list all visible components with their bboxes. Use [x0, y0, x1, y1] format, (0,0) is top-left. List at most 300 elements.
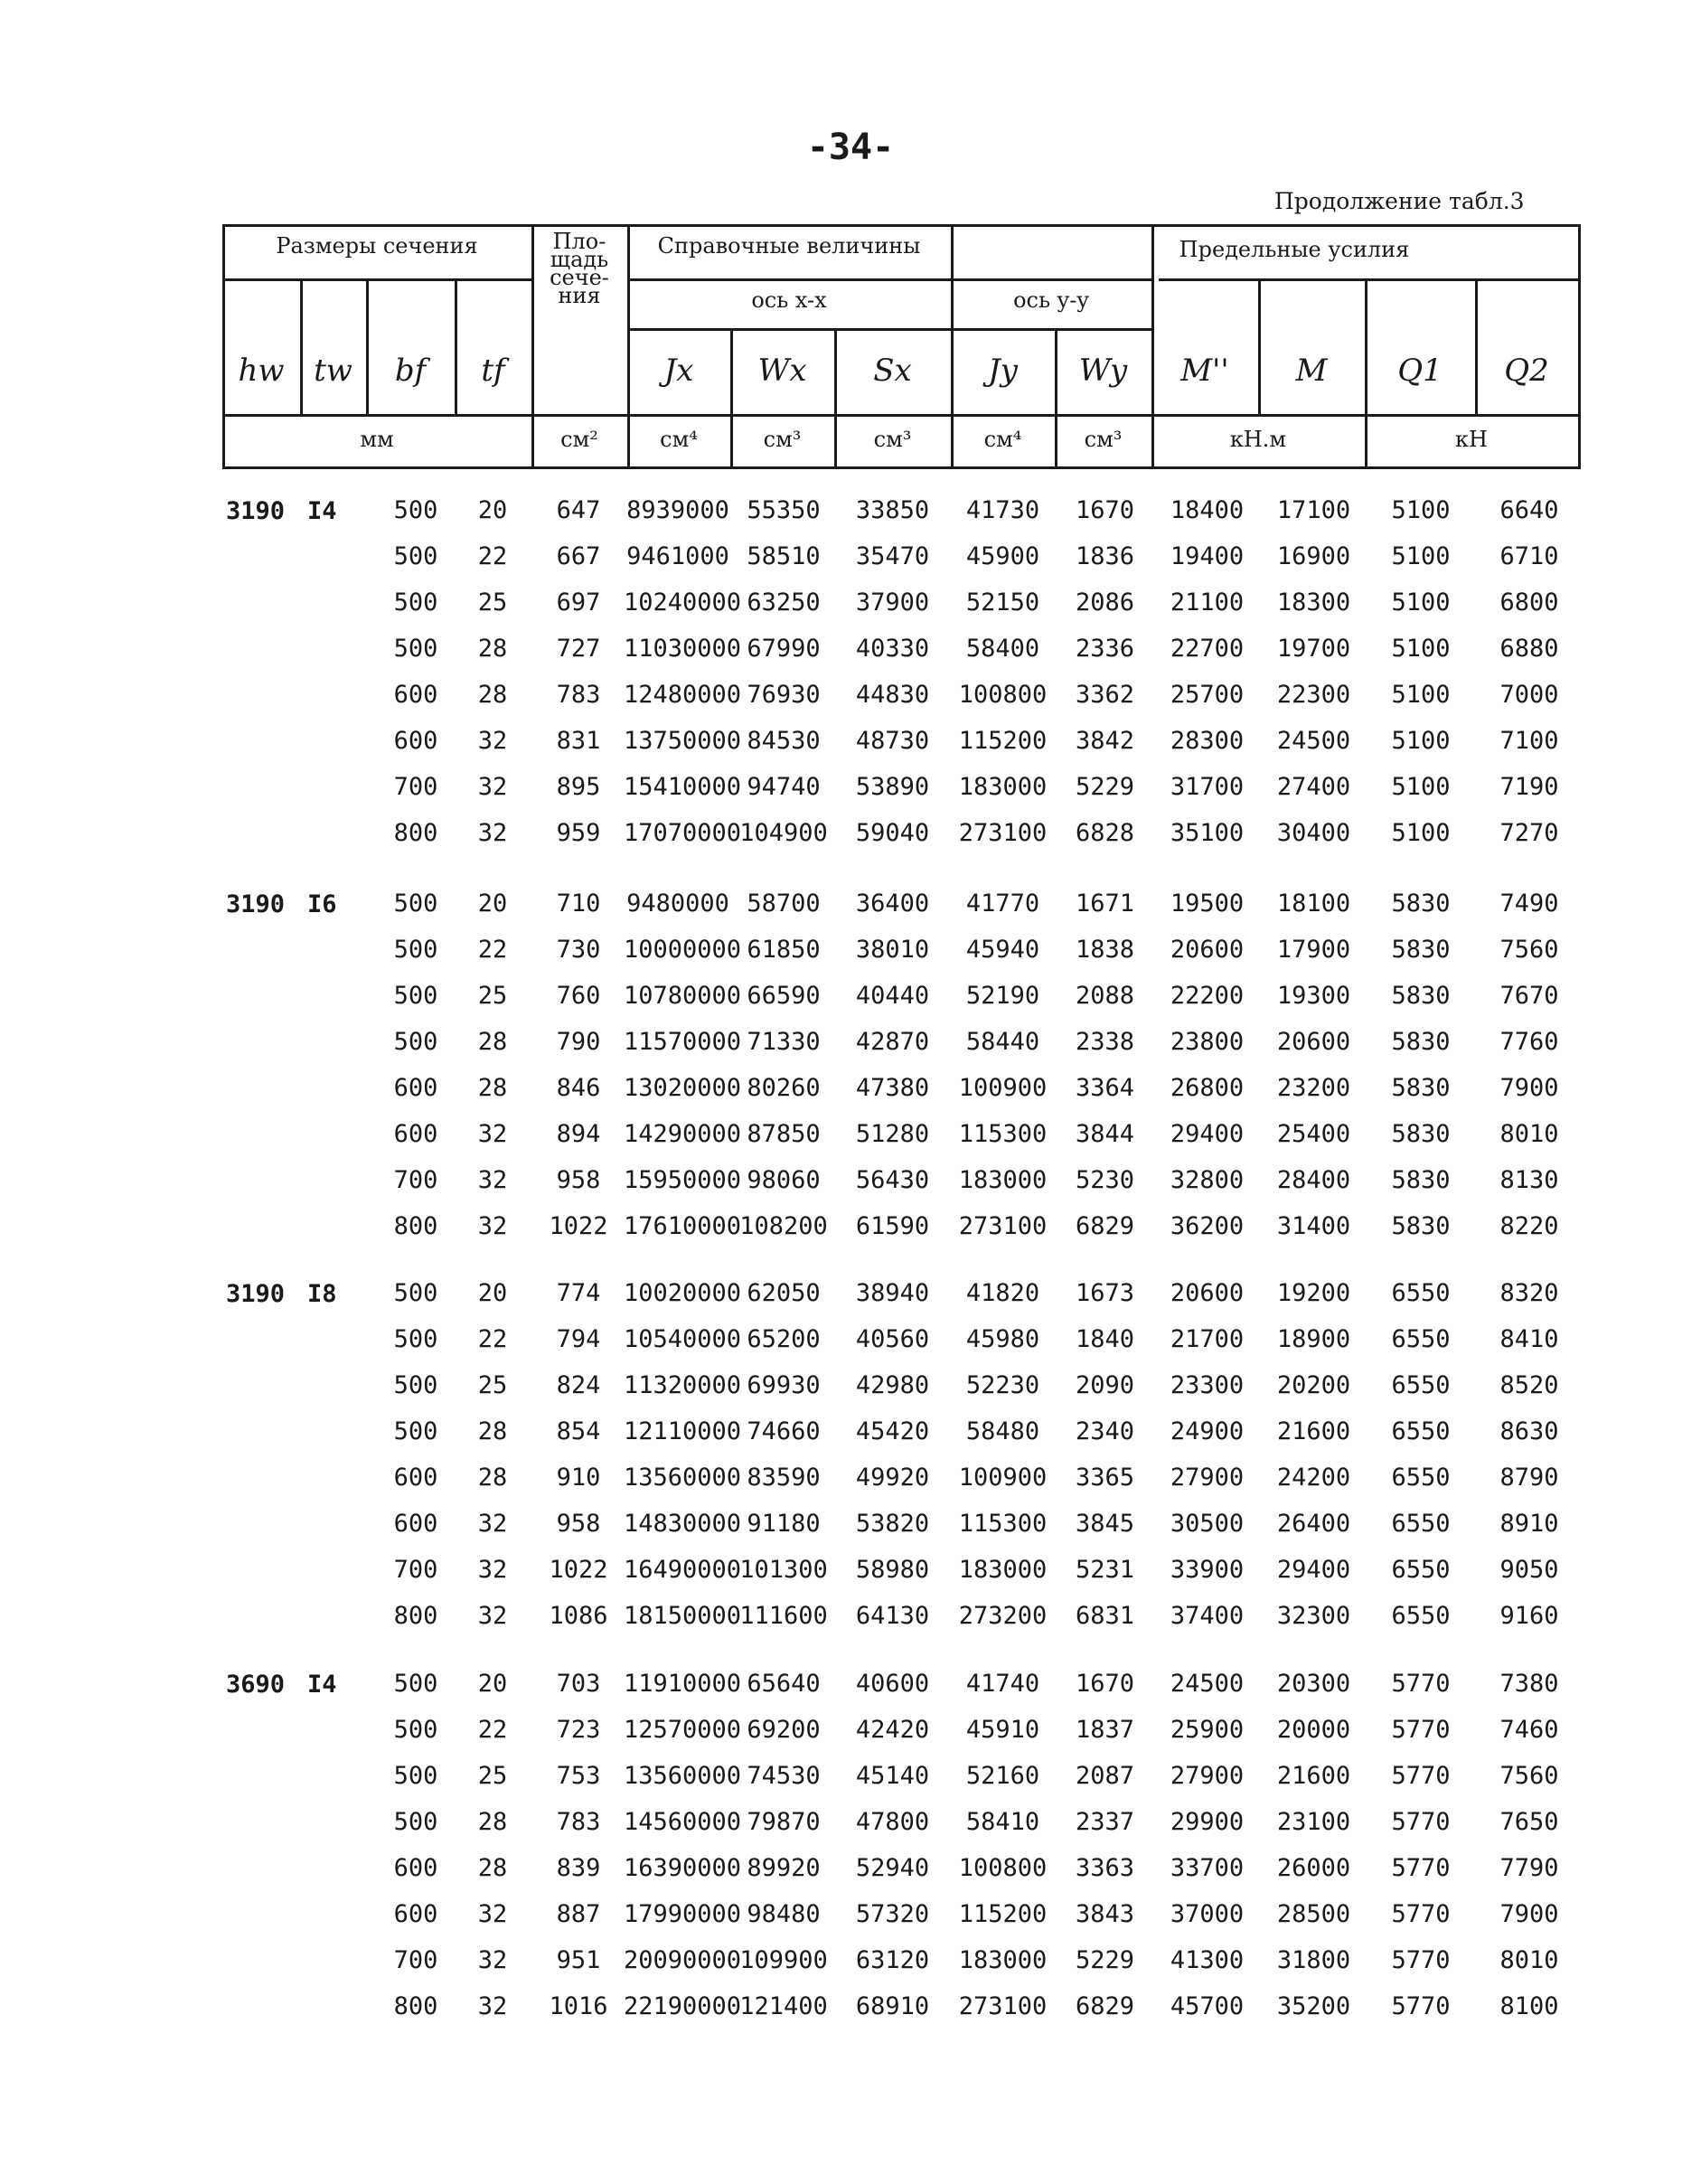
cell-tf: 32: [477, 1900, 508, 1928]
header-rule: [366, 278, 369, 414]
continuation-label: Продолжение табл.3: [1274, 188, 1525, 214]
cell-wy: 1838: [1075, 936, 1135, 964]
cell-jx: 10000000: [624, 936, 742, 964]
cell-q2: 9050: [1499, 1556, 1559, 1584]
cell-jy: 115200: [958, 1900, 1048, 1928]
cell-wx: 65640: [747, 1670, 821, 1698]
group-tw: I8: [307, 1280, 337, 1308]
cell-sx: 38940: [855, 1279, 930, 1307]
table-row: [0, 974, 1701, 1019]
cell-jx: 8939000: [626, 496, 729, 524]
cell-wx: 87850: [747, 1120, 821, 1148]
cell-wx: 69200: [747, 1716, 821, 1744]
cell-m-limit2: 29400: [1170, 1120, 1245, 1148]
cell-bf: 500: [393, 542, 438, 570]
cell-q2: 7760: [1499, 1028, 1559, 1056]
cell-q2: 8220: [1499, 1212, 1559, 1240]
cell-q2: 7900: [1499, 1900, 1559, 1928]
cell-tf: 32: [477, 1166, 508, 1194]
cell-jx: 9480000: [626, 890, 729, 918]
cell-m-limit: 20300: [1276, 1670, 1351, 1698]
cell-jx: 15950000: [624, 1166, 742, 1194]
cell-q2: 7190: [1499, 773, 1559, 801]
cell-m-limit: 28400: [1276, 1166, 1351, 1194]
cell-jy: 41820: [965, 1279, 1040, 1307]
table-row: [0, 1502, 1701, 1547]
symbol-q2: Q2: [1504, 353, 1549, 389]
cell-jy: 100800: [958, 681, 1048, 709]
cell-area: 760: [556, 982, 601, 1010]
cell-sx: 53820: [855, 1510, 930, 1538]
area-label-3: сече-: [550, 265, 609, 290]
cell-m-limit2: 22200: [1170, 982, 1245, 1010]
cell-m-limit: 17900: [1276, 936, 1351, 964]
cell-area: 647: [556, 496, 601, 524]
cell-wy: 3844: [1075, 1120, 1135, 1148]
cell-area: 794: [556, 1325, 601, 1353]
cell-jy: 183000: [958, 1556, 1048, 1584]
row-group: [0, 1271, 1701, 1640]
cell-wx: 109900: [739, 1946, 828, 1974]
cell-tf: 32: [477, 727, 508, 755]
cell-sx: 42420: [855, 1716, 930, 1744]
cell-jy: 58410: [965, 1808, 1040, 1836]
cell-jx: 18150000: [624, 1602, 742, 1630]
cell-jx: 14290000: [624, 1120, 742, 1148]
cell-tf: 32: [477, 1946, 508, 1974]
header-rule: [627, 328, 1151, 331]
table-row: [0, 1708, 1701, 1753]
cell-q1: 6550: [1391, 1325, 1451, 1353]
axis-x-label: ось x-x: [751, 287, 827, 313]
cell-jy: 52230: [965, 1371, 1040, 1399]
cell-q1: 6550: [1391, 1602, 1451, 1630]
cell-wy: 6831: [1075, 1602, 1135, 1630]
cell-m-limit: 31400: [1276, 1212, 1351, 1240]
cell-area: 1022: [549, 1212, 608, 1240]
cell-q2: 7490: [1499, 890, 1559, 918]
cell-m-limit: 30400: [1276, 819, 1351, 847]
cell-wy: 2337: [1075, 1808, 1135, 1836]
cell-area: 1022: [549, 1556, 608, 1584]
cell-q1: 6550: [1391, 1371, 1451, 1399]
cell-m-limit: 20200: [1276, 1371, 1351, 1399]
cell-m-limit2: 41300: [1170, 1946, 1245, 1974]
group-tw: I6: [307, 890, 337, 918]
cell-tf: 20: [477, 890, 508, 918]
cell-jy: 52190: [965, 982, 1040, 1010]
cell-m-limit2: 31700: [1170, 773, 1245, 801]
cell-q2: 8410: [1499, 1325, 1559, 1353]
cell-tf: 25: [477, 588, 508, 617]
cell-m-limit2: 20600: [1170, 936, 1245, 964]
group-hw: 3190: [226, 497, 286, 525]
table-row: [0, 1754, 1701, 1799]
cell-sx: 45140: [855, 1762, 930, 1790]
cell-bf: 600: [393, 1120, 438, 1148]
table-row: [0, 626, 1701, 672]
cell-q2: 8100: [1499, 1992, 1559, 2020]
cell-jy: 45940: [965, 936, 1040, 964]
cell-wx: 104900: [739, 819, 828, 847]
cell-area: 824: [556, 1371, 601, 1399]
cell-jx: 14560000: [624, 1808, 742, 1836]
cell-m-limit2: 33900: [1170, 1556, 1245, 1584]
cell-m-limit2: 37400: [1170, 1602, 1245, 1630]
cell-q1: 5100: [1391, 681, 1451, 709]
cell-area: 854: [556, 1417, 601, 1445]
table-row: [0, 927, 1701, 973]
cell-m-limit2: 27900: [1170, 1762, 1245, 1790]
cell-bf: 600: [393, 727, 438, 755]
cell-wx: 83590: [747, 1464, 821, 1492]
reference-values-label: Справочные величины: [657, 233, 921, 259]
cell-jx: 13560000: [624, 1762, 742, 1790]
cell-area: 910: [556, 1464, 601, 1492]
cell-wx: 65200: [747, 1325, 821, 1353]
unit-sx: см³: [873, 427, 912, 452]
cell-bf: 800: [393, 1212, 438, 1240]
cell-wx: 76930: [747, 681, 821, 709]
cell-sx: 51280: [855, 1120, 930, 1148]
cell-tf: 22: [477, 542, 508, 570]
cell-m-limit: 26000: [1276, 1854, 1351, 1882]
area-label-1: Пло-: [552, 229, 606, 254]
cell-sx: 53890: [855, 773, 930, 801]
cell-m-limit: 18300: [1276, 588, 1351, 617]
cell-jx: 11570000: [624, 1028, 742, 1056]
cell-jy: 41730: [965, 496, 1040, 524]
cell-sx: 64130: [855, 1602, 930, 1630]
group-hw: 3190: [226, 1280, 286, 1308]
cell-bf: 800: [393, 819, 438, 847]
header-rule: [1475, 278, 1478, 414]
cell-q2: 7560: [1499, 936, 1559, 964]
cell-wy: 5229: [1075, 773, 1135, 801]
cell-m-limit: 19200: [1276, 1279, 1351, 1307]
symbol-jx: Jx: [663, 353, 694, 389]
cell-sx: 58980: [855, 1556, 930, 1584]
cell-jx: 15410000: [624, 773, 742, 801]
unit-force: кН: [1455, 427, 1488, 452]
cell-tf: 20: [477, 1279, 508, 1307]
cell-bf: 700: [393, 1166, 438, 1194]
cell-area: 783: [556, 681, 601, 709]
cell-q1: 5830: [1391, 936, 1451, 964]
cell-area: 895: [556, 773, 601, 801]
cell-q1: 5770: [1391, 1670, 1451, 1698]
cell-tf: 32: [477, 773, 508, 801]
cell-q1: 6550: [1391, 1417, 1451, 1445]
cell-wx: 74530: [747, 1762, 821, 1790]
table-row: [0, 1800, 1701, 1845]
cell-wx: 69930: [747, 1371, 821, 1399]
cell-sx: 37900: [855, 588, 930, 617]
cell-m-limit: 20000: [1276, 1716, 1351, 1744]
cell-area: 887: [556, 1900, 601, 1928]
cell-bf: 500: [393, 1371, 438, 1399]
cell-m-limit2: 20600: [1170, 1279, 1245, 1307]
cell-jx: 10240000: [624, 588, 742, 617]
cell-wy: 3364: [1075, 1074, 1135, 1102]
group-hw: 3190: [226, 890, 286, 918]
cell-jx: 16390000: [624, 1854, 742, 1882]
cell-wx: 89920: [747, 1854, 821, 1882]
cell-m-limit: 23100: [1276, 1808, 1351, 1836]
axis-y-label: ось y-y: [1013, 287, 1089, 313]
cell-m-limit2: 30500: [1170, 1510, 1245, 1538]
cell-wy: 5230: [1075, 1166, 1135, 1194]
cell-jy: 115300: [958, 1120, 1048, 1148]
unit-jy: см⁴: [983, 427, 1022, 452]
cell-bf: 500: [393, 936, 438, 964]
cell-tf: 22: [477, 1716, 508, 1744]
symbol-bf: bf: [394, 353, 427, 389]
cell-bf: 500: [393, 1028, 438, 1056]
cell-q1: 5770: [1391, 1716, 1451, 1744]
cell-tf: 20: [477, 1670, 508, 1698]
cell-bf: 800: [393, 1992, 438, 2020]
symbol-m: M: [1295, 353, 1328, 389]
cell-jx: 13750000: [624, 727, 742, 755]
table-row: [0, 673, 1701, 718]
cell-area: 846: [556, 1074, 601, 1102]
cell-bf: 500: [393, 1325, 438, 1353]
cell-jy: 45900: [965, 542, 1040, 570]
cell-q1: 5830: [1391, 890, 1451, 918]
cell-q2: 7270: [1499, 819, 1559, 847]
cell-q1: 5100: [1391, 635, 1451, 663]
cell-m-limit: 16900: [1276, 542, 1351, 570]
cell-bf: 500: [393, 588, 438, 617]
cell-q1: 6550: [1391, 1556, 1451, 1584]
cell-q1: 5100: [1391, 727, 1451, 755]
cell-wx: 80260: [747, 1074, 821, 1102]
cell-wy: 1840: [1075, 1325, 1135, 1353]
cell-m-limit: 21600: [1276, 1762, 1351, 1790]
table-row: [0, 1548, 1701, 1593]
cell-m-limit2: 33700: [1170, 1854, 1245, 1882]
cell-area: 951: [556, 1946, 601, 1974]
cell-wy: 1673: [1075, 1279, 1135, 1307]
cell-bf: 500: [393, 496, 438, 524]
cell-m-limit: 23200: [1276, 1074, 1351, 1102]
cell-tf: 25: [477, 982, 508, 1010]
cell-wy: 1671: [1075, 890, 1135, 918]
cell-sx: 44830: [855, 681, 930, 709]
table-row: [0, 1020, 1701, 1065]
table-row: [0, 1984, 1701, 2029]
cell-wy: 2087: [1075, 1762, 1135, 1790]
cell-sx: 40440: [855, 982, 930, 1010]
header-rule: [222, 466, 1578, 469]
cell-sx: 47380: [855, 1074, 930, 1102]
cell-q1: 5100: [1391, 588, 1451, 617]
cell-wx: 66590: [747, 982, 821, 1010]
header-rule: [1258, 278, 1261, 414]
table-row: [0, 1158, 1701, 1203]
cell-tf: 25: [477, 1762, 508, 1790]
symbol-wy: Wy: [1078, 353, 1128, 389]
cell-jx: 11910000: [624, 1670, 742, 1698]
cell-jy: 45980: [965, 1325, 1040, 1353]
cell-area: 727: [556, 635, 601, 663]
cell-wx: 94740: [747, 773, 821, 801]
cell-m-limit: 17100: [1276, 496, 1351, 524]
page-number: -34-: [806, 127, 895, 168]
table-row: [0, 534, 1701, 579]
cell-bf: 500: [393, 1417, 438, 1445]
cell-tf: 28: [477, 1464, 508, 1492]
cell-jy: 58480: [965, 1417, 1040, 1445]
cell-m-limit2: 37000: [1170, 1900, 1245, 1928]
table-row: [0, 1455, 1701, 1501]
table-row: [0, 580, 1701, 626]
cell-bf: 500: [393, 1808, 438, 1836]
cell-sx: 40330: [855, 635, 930, 663]
table-row: [0, 488, 1701, 533]
row-group: [0, 1662, 1701, 2030]
header-rule: [300, 278, 303, 414]
group-tw: I4: [307, 497, 337, 525]
cell-jy: 115200: [958, 727, 1048, 755]
cell-bf: 500: [393, 635, 438, 663]
cell-area: 753: [556, 1762, 601, 1790]
cell-jy: 183000: [958, 1946, 1048, 1974]
cell-m-limit2: 19400: [1170, 542, 1245, 570]
cell-area: 730: [556, 936, 601, 964]
cell-jx: 12570000: [624, 1716, 742, 1744]
cell-jx: 13560000: [624, 1464, 742, 1492]
cell-sx: 59040: [855, 819, 930, 847]
cell-sx: 47800: [855, 1808, 930, 1836]
cell-area: 831: [556, 727, 601, 755]
cell-wx: 74660: [747, 1417, 821, 1445]
cell-jx: 12480000: [624, 681, 742, 709]
cell-jy: 52160: [965, 1762, 1040, 1790]
cell-q1: 6550: [1391, 1279, 1451, 1307]
cell-q1: 5830: [1391, 1074, 1451, 1102]
cell-q1: 5830: [1391, 982, 1451, 1010]
cell-bf: 500: [393, 982, 438, 1010]
cell-jy: 273200: [958, 1602, 1048, 1630]
table-row: [0, 1409, 1701, 1454]
cell-wy: 1836: [1075, 542, 1135, 570]
cell-tf: 28: [477, 681, 508, 709]
cell-m-limit2: 23800: [1170, 1028, 1245, 1056]
area-label-4: ния: [558, 283, 601, 308]
cell-jy: 183000: [958, 1166, 1048, 1194]
cell-wy: 2336: [1075, 635, 1135, 663]
cell-m-limit2: 25700: [1170, 681, 1245, 709]
table-header: [0, 0, 1701, 506]
cell-jy: 273100: [958, 1212, 1048, 1240]
cell-area: 710: [556, 890, 601, 918]
cell-q1: 5770: [1391, 1946, 1451, 1974]
cell-wy: 1670: [1075, 1670, 1135, 1698]
cell-m-limit: 27400: [1276, 773, 1351, 801]
cell-wx: 55350: [747, 496, 821, 524]
cell-sx: 42980: [855, 1371, 930, 1399]
cell-wy: 6829: [1075, 1992, 1135, 2020]
cell-m-limit2: 29900: [1170, 1808, 1245, 1836]
cell-jx: 22190000: [624, 1992, 742, 2020]
cell-sx: 36400: [855, 890, 930, 918]
cell-bf: 700: [393, 1556, 438, 1584]
cell-wy: 6829: [1075, 1212, 1135, 1240]
header-rule: [1159, 278, 1578, 281]
cell-q2: 7460: [1499, 1716, 1559, 1744]
cell-m-limit: 24500: [1276, 727, 1351, 755]
row-group: [0, 881, 1701, 1250]
cell-sx: 48730: [855, 727, 930, 755]
cell-jy: 41740: [965, 1670, 1040, 1698]
cell-wy: 2086: [1075, 588, 1135, 617]
cell-q2: 8130: [1499, 1166, 1559, 1194]
cell-wx: 63250: [747, 588, 821, 617]
symbol-tw: tw: [314, 353, 352, 389]
header-rule: [222, 224, 1578, 227]
cell-wx: 91180: [747, 1510, 821, 1538]
cell-m-limit2: 19500: [1170, 890, 1245, 918]
cell-jy: 100900: [958, 1074, 1048, 1102]
cell-bf: 600: [393, 1074, 438, 1102]
cell-sx: 57320: [855, 1900, 930, 1928]
cell-tf: 25: [477, 1371, 508, 1399]
cell-m-limit: 26400: [1276, 1510, 1351, 1538]
cell-bf: 600: [393, 1464, 438, 1492]
cell-wy: 3362: [1075, 681, 1135, 709]
cell-tf: 32: [477, 1602, 508, 1630]
cell-q2: 8630: [1499, 1417, 1559, 1445]
symbol-sx: Sx: [873, 353, 912, 389]
cell-q2: 7790: [1499, 1854, 1559, 1882]
cell-bf: 500: [393, 1762, 438, 1790]
cell-q2: 7000: [1499, 681, 1559, 709]
header-rule: [222, 414, 1578, 417]
cell-wx: 84530: [747, 727, 821, 755]
cell-wx: 58510: [747, 542, 821, 570]
cell-jy: 52150: [965, 588, 1040, 617]
cell-q1: 6550: [1391, 1464, 1451, 1492]
cell-q2: 6800: [1499, 588, 1559, 617]
cell-wx: 121400: [739, 1992, 828, 2020]
cell-tf: 32: [477, 1556, 508, 1584]
cell-wy: 5229: [1075, 1946, 1135, 1974]
cell-jx: 16490000: [624, 1556, 742, 1584]
cell-sx: 40600: [855, 1670, 930, 1698]
cell-sx: 56430: [855, 1166, 930, 1194]
cell-sx: 40560: [855, 1325, 930, 1353]
cell-area: 958: [556, 1166, 601, 1194]
cell-q2: 6880: [1499, 635, 1559, 663]
cell-q2: 8790: [1499, 1464, 1559, 1492]
cell-q2: 6710: [1499, 542, 1559, 570]
cell-jx: 17070000: [624, 819, 742, 847]
cell-jy: 273100: [958, 819, 1048, 847]
cell-wx: 98480: [747, 1900, 821, 1928]
cell-area: 1086: [549, 1602, 608, 1630]
cell-q2: 8010: [1499, 1120, 1559, 1148]
cell-q2: 8320: [1499, 1279, 1559, 1307]
cell-q1: 6550: [1391, 1510, 1451, 1538]
cell-m-limit2: 22700: [1170, 635, 1245, 663]
cell-m-limit2: 32800: [1170, 1166, 1245, 1194]
table-row: [0, 881, 1701, 927]
group-hw: 3690: [226, 1671, 286, 1699]
cell-m-limit2: 35100: [1170, 819, 1245, 847]
cell-wx: 62050: [747, 1279, 821, 1307]
